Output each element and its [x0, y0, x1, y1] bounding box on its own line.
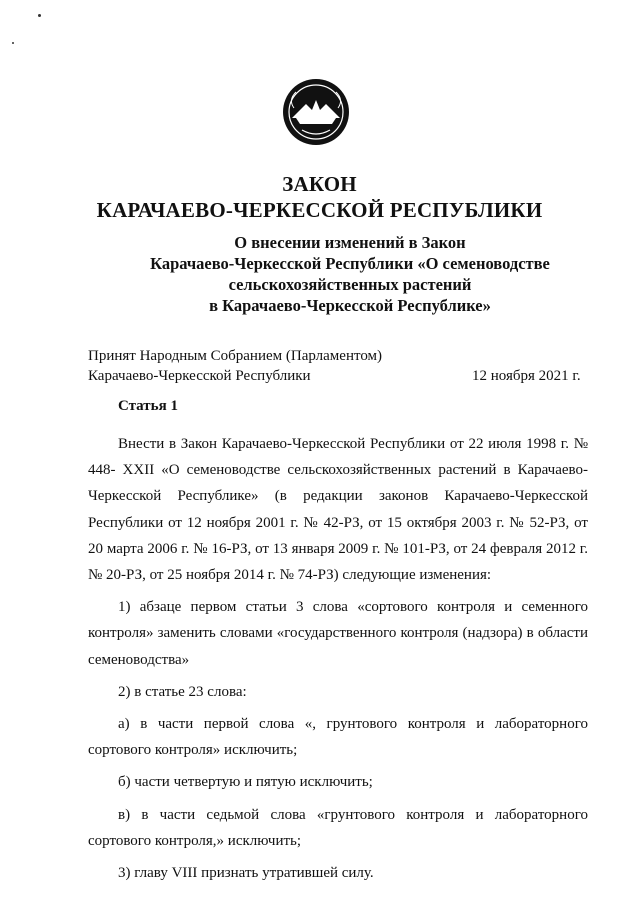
article-paragraph: 2) в статье 23 слова: [118, 683, 247, 700]
adoption-line: Карачаево-Черкесской Республики [88, 368, 311, 384]
adoption-line: Принят Народным Собранием (Парламентом) [88, 348, 383, 364]
republic-title: КАРАЧАЕВО-ЧЕРКЕССКОЙ РЕСПУБЛИКИ [96, 198, 543, 222]
law-subtitle [130, 232, 570, 316]
subtitle-line: в Карачаево-Черкесской Республике» [209, 296, 491, 315]
article-paragraph: Внести в Закон Карачаево-Черкесской Республики от 22 июля 1998 г. № 448- XXII «О семеноводстве сельскохозяйственных растений в Карачаево-Черкесской Республике» (в редакции законов Карачаево-Черкесской Республики от 12 ноября 2001 г. № 42-РЗ, от 15 октября 2003 г. № 52-РЗ, от 20 марта 2006 г. № 16-РЗ, от 13 января 2009 г. № 101-РЗ, от 24 февраля 2012 г. № 20-РЗ, от 25 ноября 2014 г. № 74-РЗ) следующие изменения: [88, 436, 588, 584]
adoption-date: 12 ноября 2021 г. [472, 368, 581, 384]
subtitle-line: сельскохозяйственных растений [228, 275, 472, 294]
scan-speck [38, 14, 41, 17]
subtitle-line: О внесении изменений в Закон [234, 233, 466, 252]
adoption-info [88, 346, 382, 386]
article-heading: Статья 1 [118, 398, 178, 414]
article-paragraph: 1) абзаце первом статьи 3 слова «сортового контроля и семенного контроля» заменить словами «государственного контроля (надзора) в области семеноводства» [88, 599, 588, 668]
article-paragraph: в) в части седьмой слова «грунтового контроля и лабораторного сортового контроля,» исключить; [88, 806, 588, 849]
article-body [88, 431, 588, 886]
law-title: ЗАКОН [282, 172, 357, 196]
scan-speck [12, 42, 14, 44]
article-paragraph: 3) главу VIII признать утратившей силу. [118, 865, 374, 882]
article-paragraph: а) в части первой слова «, грунтового контроля и лабораторного сортового контроля» исключить; [88, 716, 588, 759]
subtitle-line: Карачаево-Черкесской Республики «О семеноводстве [150, 254, 550, 273]
article-paragraph: б) части четвертую и пятую исключить; [118, 774, 373, 791]
coat-of-arms-emblem [282, 78, 350, 146]
